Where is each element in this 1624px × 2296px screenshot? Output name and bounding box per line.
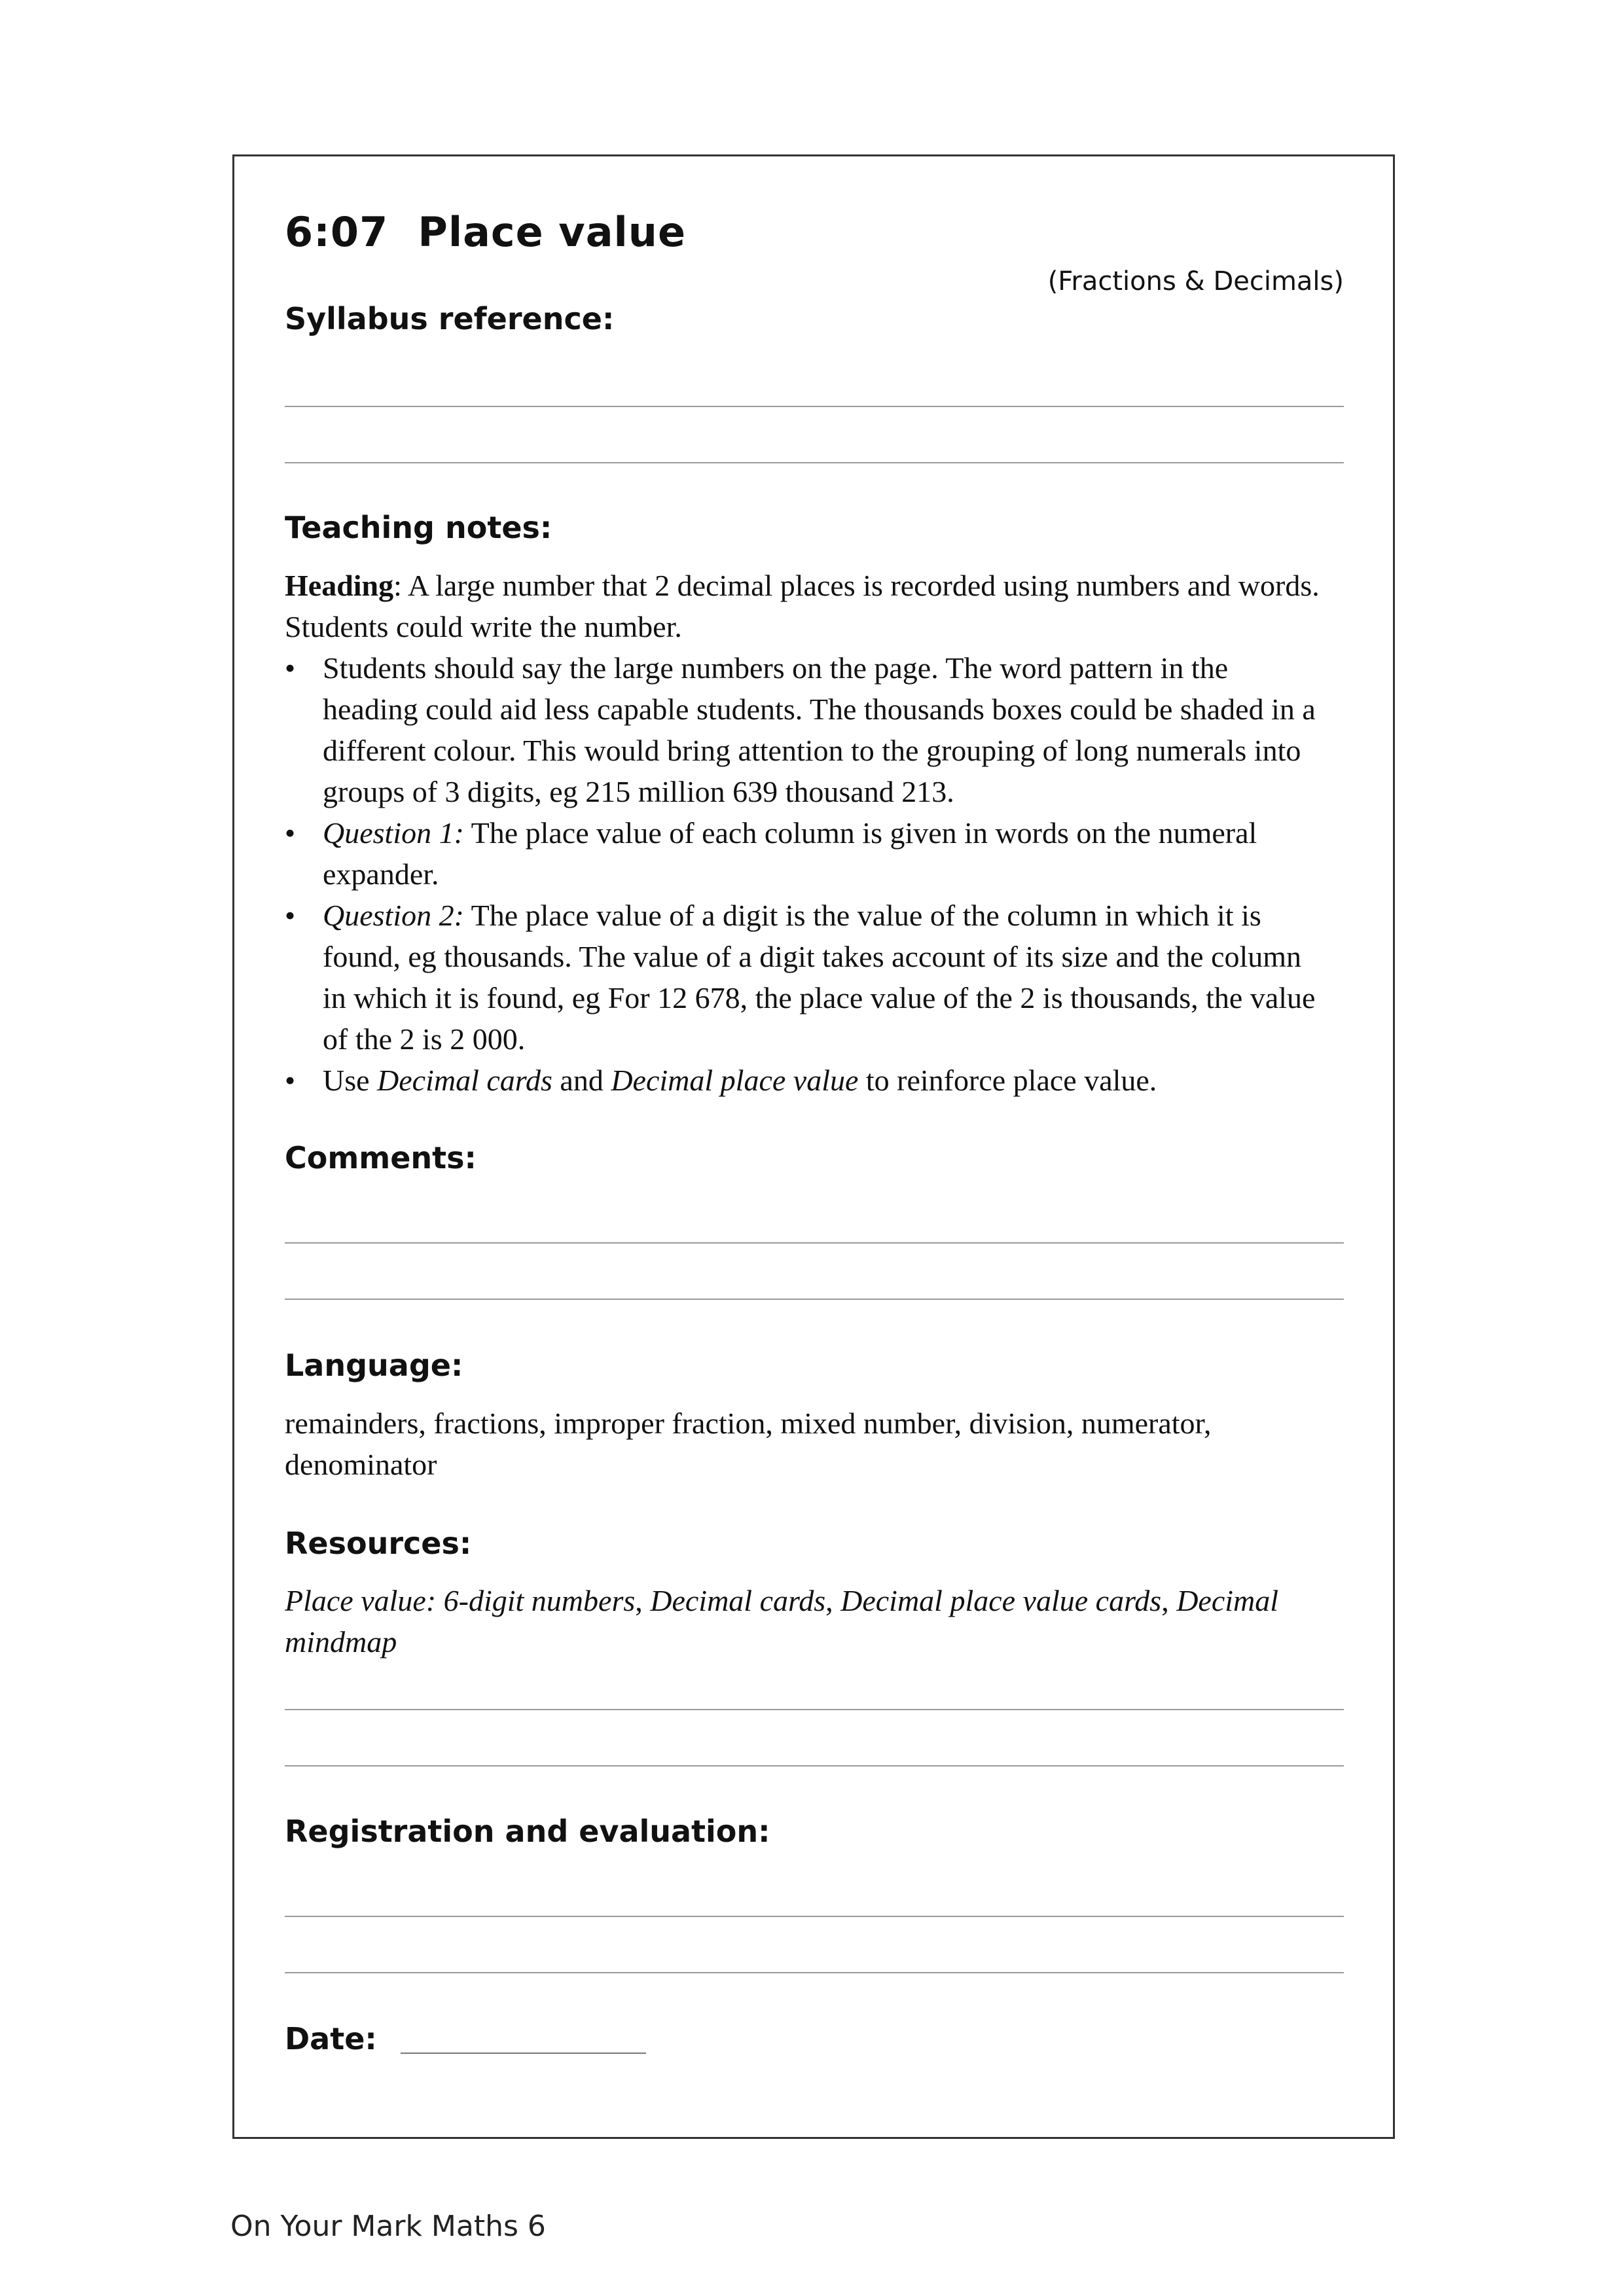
bullet-text: The place value of each column is given in words on the numeral expander. [323,816,1257,891]
bullet-item [285,812,1318,895]
bullet-icon: • [285,816,296,850]
resource-name: Decimal mindmap [285,1584,1279,1659]
question-label: Question 1: [323,816,464,850]
resources-text [285,1580,1358,1662]
category-label: (Fractions & Decimals) [1047,266,1344,296]
date-label: Date: [285,2021,377,2056]
resource-name: Decimal cards [377,1064,552,1097]
resource-name: Place value: 6-digit numbers [285,1584,636,1617]
bullet-icon: • [285,651,296,685]
resource-name: Decimal cards [650,1584,826,1617]
language-text: remainders, fractions, improper fraction, mixed number, division, numerator, denominator [285,1407,1212,1481]
teaching-intro [285,565,1358,647]
bullet-icon: • [285,899,296,932]
teaching-notes [285,565,1358,1101]
registration-line-1[interactable] [285,1916,1344,1917]
question-label: Question 2: [323,899,464,932]
bullet-text: Use [323,1064,378,1097]
resource-separator: , [635,1584,651,1617]
syllabus-line-1[interactable] [285,406,1344,407]
footer-text: On Your Mark Maths 6 [230,2210,546,2243]
intro-text: : A large number that 2 decimal places is recorded using numbers and words. Students could write the number. [285,569,1320,643]
syllabus-heading: Syllabus reference: [285,301,615,336]
resources-line-1[interactable] [285,1709,1344,1710]
comments-line-2[interactable] [285,1299,1344,1300]
resource-name: Decimal place value cards [840,1584,1162,1617]
resource-name: Decimal place value [611,1064,859,1097]
bullet-text: and [552,1064,611,1097]
bullet-text: to reinforce place value. [858,1064,1157,1097]
bullet-item [285,647,1318,812]
resources-line-2[interactable] [285,1765,1344,1767]
comments-line-1[interactable] [285,1242,1344,1244]
language-heading: Language: [285,1348,463,1383]
registration-line-2[interactable] [285,1972,1344,1973]
bullet-icon: • [285,1064,296,1097]
registration-heading: Registration and evaluation: [285,1814,770,1849]
date-field-line[interactable] [401,2053,646,2054]
bullet-item [285,895,1318,1060]
intro-label: Heading [285,569,394,602]
teaching-bullets [285,647,1358,1101]
bullet-text: The place value of a digit is the value of the column in which it is found, eg thousands. The value of a digit takes account of its size and the column in which it is found, eg For 12 678, the place value of the 2 is thousands, the value of the 2 is 2 000. [323,899,1316,1056]
resource-separator: , [825,1584,841,1617]
bullet-item [285,1060,1318,1101]
resources-heading: Resources: [285,1526,472,1561]
syllabus-line-2[interactable] [285,462,1344,463]
page-title: 6:07 Place value [285,208,686,256]
comments-heading: Comments: [285,1140,477,1175]
resource-separator: , [1161,1584,1177,1617]
teaching-notes-heading: Teaching notes: [285,510,552,545]
bullet-text: Students should say the large numbers on the page. The word pattern in the heading could aid less capable students. The thousands boxes could be shaded in a different colour. This would bring attention to the grouping of long numerals into groups of 3 digits, eg 215 million 639 thousand 213. [323,651,1316,808]
